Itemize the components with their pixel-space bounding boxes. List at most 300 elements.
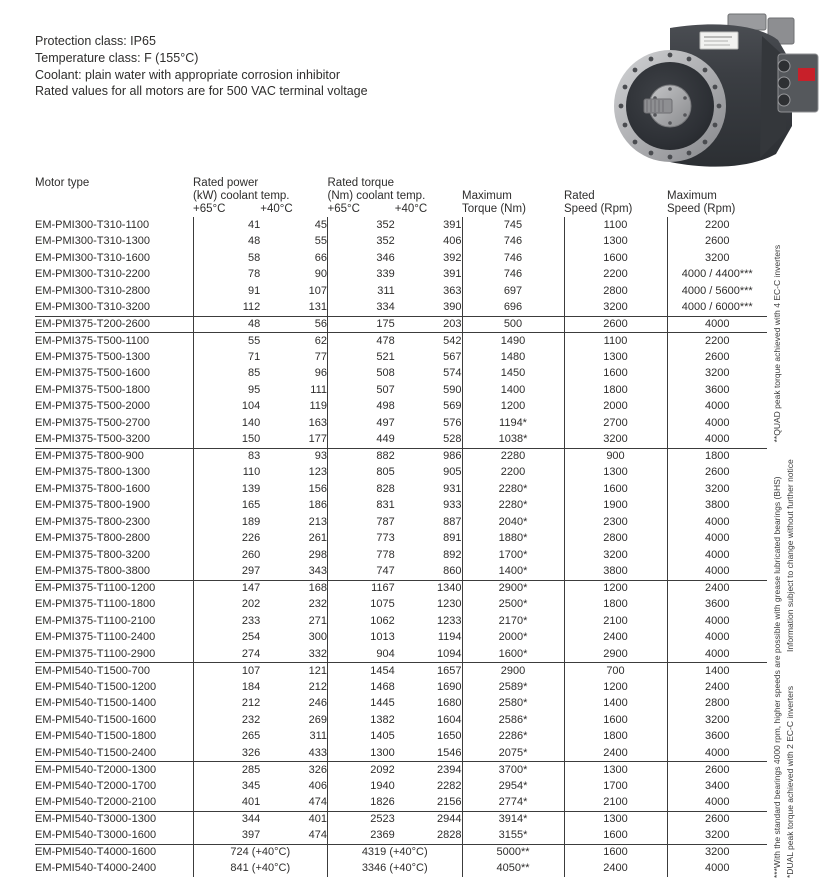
value-cell: 1062 [328, 613, 395, 630]
value-cell: 1100 [564, 217, 667, 234]
motor-connector-1 [778, 60, 790, 72]
value-cell: 3200 [564, 300, 667, 317]
value-cell: 933 [443, 499, 462, 512]
motor-type-cell: EM-PMI375-T1100-2900 [35, 647, 156, 660]
table-row [35, 514, 767, 531]
value-cell: 2828 [437, 829, 462, 841]
value-cell: 150 [193, 432, 260, 449]
value-cell: 332 [308, 647, 327, 660]
header-power-40c: +40°C [260, 203, 293, 215]
value-cell: 298 [308, 548, 327, 561]
value-cell: 2280 [462, 448, 564, 465]
value-cell: 1405 [328, 729, 395, 746]
header-rated-torque: Rated torque [327, 177, 394, 189]
value-cell: 213 [308, 515, 327, 528]
value-cell: 2075* [462, 745, 564, 762]
value-cell: 1800 [667, 448, 767, 465]
value-cell: 1300 [328, 745, 395, 762]
table-row [35, 217, 767, 234]
value-cell: 48 [193, 316, 260, 333]
motor-type-cell: EM-PMI375-T1100-1800 [35, 598, 156, 611]
value-cell: 1400 [462, 382, 564, 399]
footnotes [771, 244, 797, 878]
value-cell: 121 [260, 663, 327, 680]
value-cell: 95 [193, 382, 260, 399]
value-cell: 500 [462, 316, 564, 333]
header-maximum-torque-line1: Maximum [462, 190, 512, 202]
motor-type-cell: EM-PMI540-T4000-1600 [35, 844, 193, 861]
value-cell: 3200 [667, 712, 767, 729]
value-cell: 2100 [564, 795, 667, 812]
value-cell: 1880* [462, 531, 564, 548]
value-cell: 2300 [564, 514, 667, 531]
value-cell: 352 [328, 234, 395, 251]
value-cell: 297 [193, 564, 260, 581]
value-cell: 1200 [564, 679, 667, 696]
value-cell: 2589* [462, 679, 564, 696]
value-cell: 507 [328, 382, 395, 399]
value-cell: 391 [443, 218, 462, 231]
value-cell: 805 [328, 465, 395, 482]
header-maximum-speed-line1: Maximum [667, 190, 717, 202]
value-cell: 4000 [667, 646, 767, 663]
value-cell: 831 [328, 498, 395, 515]
table-row [35, 250, 767, 267]
value-cell: 4000 [667, 861, 767, 878]
value-cell: 397 [193, 828, 260, 845]
value-cell: 696 [462, 300, 564, 317]
motor-table-body [35, 217, 767, 877]
value-cell: 1490 [462, 333, 564, 350]
value-cell: 4000 [667, 514, 767, 531]
value-cell: 168 [260, 580, 327, 597]
value-cell: 1075 [328, 597, 395, 614]
value-cell: 4000 [667, 795, 767, 812]
info-line-rated-values: Rated values for all motors are for 500 VAC terminal voltage [35, 84, 368, 99]
value-cell: 2954* [462, 778, 564, 795]
table-row [35, 844, 767, 861]
motor-type-cell: EM-PMI375-T800-2300 [35, 515, 150, 528]
value-cell: 697 [462, 283, 564, 300]
value-cell: 1600 [564, 366, 667, 383]
value-cell: 1400 [564, 696, 667, 713]
value-cell: 1600 [564, 481, 667, 498]
value-cell: 887 [443, 515, 462, 528]
value-cell: 2040* [462, 514, 564, 531]
info-block [35, 33, 368, 100]
value-cell: 123 [308, 466, 327, 479]
table-row [35, 679, 767, 696]
motor-type-cell: EM-PMI300-T310-2800 [35, 284, 150, 297]
table-row [35, 828, 767, 845]
value-cell: 700 [564, 663, 667, 680]
table-row [35, 415, 767, 432]
motor-type-cell: EM-PMI540-T1500-700 [35, 663, 193, 680]
value-cell: 2156 [437, 796, 462, 808]
value-cell: 55 [193, 333, 260, 350]
value-cell: 3200 [667, 828, 767, 845]
table-row [35, 580, 767, 597]
value-cell: 3200 [564, 547, 667, 564]
value-cell: 177 [308, 433, 327, 445]
table-row [35, 448, 767, 465]
value-cell: 4000 / 6000*** [667, 300, 767, 317]
motor-type-cell: EM-PMI375-T500-1300 [35, 350, 150, 363]
value-cell: 107 [193, 663, 260, 680]
value-cell: 1700 [564, 778, 667, 795]
value-cell: 93 [260, 448, 327, 465]
value-cell: 1826 [328, 795, 395, 812]
value-cell: 339 [328, 267, 395, 284]
table-row [35, 762, 767, 779]
value-cell: 449 [328, 432, 395, 449]
motor-type-cell: EM-PMI375-T1100-1200 [35, 580, 193, 597]
motor-connector-2 [778, 77, 790, 89]
table-row [35, 366, 767, 383]
table-row [35, 481, 767, 498]
value-cell: 2580* [462, 696, 564, 713]
table-row [35, 465, 767, 482]
value-cell: 746 [462, 250, 564, 267]
table-row [35, 696, 767, 713]
value-cell: 4000 [667, 316, 767, 333]
value-cell: 3200 [667, 481, 767, 498]
value-cell: 311 [309, 730, 327, 743]
value-cell: 433 [308, 746, 327, 759]
value-cell: 787 [328, 514, 395, 531]
value-cell: 226 [193, 531, 260, 548]
table-row [35, 399, 767, 416]
value-cell: 91 [193, 283, 260, 300]
header-maximum-torque-line2: Torque (Nm) [462, 203, 526, 215]
value-cell: 1094 [437, 647, 462, 660]
value-cell: 107 [308, 284, 327, 297]
value-cell: 1650 [437, 730, 462, 743]
value-cell: 724 (+40°C) [193, 844, 328, 861]
value-cell: 4000 [667, 432, 767, 449]
value-cell: 2280* [462, 498, 564, 515]
value-cell: 90 [314, 268, 327, 281]
value-cell: 2600 [564, 316, 667, 333]
value-cell: 747 [328, 564, 395, 581]
value-cell: 274 [193, 646, 260, 663]
value-cell: 3400 [667, 778, 767, 795]
value-cell: 1800 [564, 729, 667, 746]
value-cell: 4000 [667, 531, 767, 548]
value-cell: 254 [193, 630, 260, 647]
value-cell: 392 [443, 251, 462, 264]
value-cell: 2944 [395, 811, 462, 828]
value-cell: 1300 [564, 762, 667, 779]
motor-shaft [644, 99, 672, 113]
value-cell: 3600 [667, 382, 767, 399]
value-cell: 2200 [667, 333, 767, 350]
header-maximum-speed-line2: Speed (Rpm) [667, 203, 736, 215]
value-cell: 184 [193, 679, 260, 696]
value-cell: 111 [310, 383, 327, 396]
value-cell: 497 [328, 415, 395, 432]
value-cell: 1167 [328, 580, 395, 597]
value-cell: 567 [443, 350, 462, 363]
motor-photo-svg [600, 6, 822, 176]
value-cell: 165 [193, 498, 260, 515]
value-cell: 1657 [395, 663, 462, 680]
value-cell: 269 [308, 713, 327, 726]
value-cell: 2200 [462, 465, 564, 482]
table-row [35, 811, 767, 828]
value-cell: 2282 [437, 779, 462, 792]
value-cell: 2200 [667, 217, 767, 234]
value-cell: 2170* [462, 613, 564, 630]
value-cell: 346 [328, 250, 395, 267]
value-cell: 2400 [667, 679, 767, 696]
value-cell: 2600 [667, 234, 767, 251]
value-cell: 986 [395, 448, 462, 465]
value-cell: 1200 [564, 580, 667, 597]
value-cell: 140 [193, 415, 260, 432]
table-row [35, 333, 767, 350]
motor-type-cell: EM-PMI540-T1500-1400 [35, 697, 157, 710]
value-cell: 2000* [462, 630, 564, 647]
footnote-information-subject: Information subject to change without further notice [785, 459, 795, 653]
table-row [35, 316, 767, 333]
value-cell: 311 [328, 283, 395, 300]
value-cell: 1680 [437, 697, 462, 710]
value-cell: 3700* [462, 762, 564, 779]
value-cell: 1480 [462, 349, 564, 366]
motor-type-cell: EM-PMI300-T310-2200 [35, 268, 150, 281]
motor-type-cell: EM-PMI375-T500-3200 [35, 433, 150, 445]
value-cell: 156 [308, 482, 327, 495]
value-cell: 1300 [564, 234, 667, 251]
value-cell: 478 [328, 333, 395, 350]
value-cell: 4000 [667, 564, 767, 581]
table-row [35, 663, 767, 680]
value-cell: 904 [328, 646, 395, 663]
value-cell: 574 [443, 367, 462, 380]
motor-type-cell: EM-PMI300-T310-3200 [35, 301, 150, 313]
value-cell: 300 [308, 631, 327, 644]
value-cell: 58 [193, 250, 260, 267]
value-cell: 3200 [667, 844, 767, 861]
motor-type-cell: EM-PMI540-T1500-2400 [35, 746, 157, 759]
motor-type-cell: EM-PMI375-T200-2600 [35, 316, 193, 333]
value-cell: 2523 [328, 811, 395, 828]
value-cell: 246 [308, 697, 327, 710]
value-cell: 119 [309, 400, 327, 413]
motor-type-cell: EM-PMI375-T500-1100 [35, 333, 193, 350]
table-row [35, 613, 767, 630]
value-cell: 1690 [437, 680, 462, 693]
motor-type-cell: EM-PMI375-T1100-2100 [35, 614, 156, 627]
value-cell: 352 [328, 217, 395, 234]
value-cell: 1546 [437, 746, 462, 759]
value-cell: 1230 [437, 598, 462, 611]
value-cell: 1013 [328, 630, 395, 647]
value-cell: 285 [193, 762, 260, 779]
motor-type-cell: EM-PMI540-T2000-2100 [35, 796, 157, 808]
header-rated-speed-line1: Rated [564, 190, 595, 202]
value-cell: 334 [328, 300, 395, 317]
value-cell: 569 [443, 400, 462, 413]
value-cell: 521 [328, 349, 395, 366]
value-cell: 78 [193, 267, 260, 284]
value-cell: 261 [308, 532, 327, 545]
value-cell: 2286* [462, 729, 564, 746]
motor-type-cell: EM-PMI300-T310-1100 [35, 218, 150, 231]
value-cell: 3800 [564, 564, 667, 581]
value-cell: 233 [193, 613, 260, 630]
value-cell: 3914* [462, 811, 564, 828]
header-power-65c: +65°C [193, 203, 226, 215]
motor-type-cell: EM-PMI540-T1500-1200 [35, 680, 157, 693]
value-cell: 2000 [564, 399, 667, 416]
motor-type-cell: EM-PMI375-T800-1600 [35, 482, 150, 495]
table-row [35, 597, 767, 614]
motor-spec-table [35, 176, 767, 877]
table-row [35, 646, 767, 663]
value-cell: 2394 [395, 762, 462, 779]
motor-type-cell: EM-PMI375-T500-1800 [35, 383, 150, 396]
value-cell: 271 [308, 614, 327, 627]
value-cell: 2500* [462, 597, 564, 614]
value-cell: 62 [260, 333, 327, 350]
motor-type-cell: EM-PMI300-T310-1300 [35, 235, 150, 248]
value-cell: 900 [564, 448, 667, 465]
header-rated-speed-line2: Speed (Rpm) [564, 203, 633, 215]
value-cell: 71 [193, 349, 260, 366]
motor-type-cell: EM-PMI540-T2000-1700 [35, 779, 157, 792]
value-cell: 2100 [564, 613, 667, 630]
table-row [35, 234, 767, 251]
value-cell: 1800 [564, 382, 667, 399]
table-row [35, 382, 767, 399]
value-cell: 778 [328, 547, 395, 564]
value-cell: 1600 [564, 250, 667, 267]
value-cell: 860 [443, 565, 462, 577]
value-cell: 773 [328, 531, 395, 548]
table-row [35, 547, 767, 564]
value-cell: 1233 [437, 614, 462, 627]
value-cell: 3200 [564, 432, 667, 449]
table-row [35, 712, 767, 729]
footnote-standard-bearings: ***With the standard bearings 4000 rpm, higher speeds are possible with grease lubricated bearings (BHS) [772, 476, 782, 878]
value-cell: 4050** [462, 861, 564, 878]
value-cell: 104 [193, 399, 260, 416]
value-cell: 474 [308, 829, 327, 841]
value-cell: 1300 [564, 811, 667, 828]
footnote-dual-peak-torque: *DUAL peak torque achieved with 2 EC-C inverters [785, 686, 795, 878]
value-cell: 2092 [328, 762, 395, 779]
value-cell: 390 [443, 301, 462, 313]
value-cell: 1604 [437, 713, 462, 726]
value-cell: 2900 [564, 646, 667, 663]
value-cell: 1200 [462, 399, 564, 416]
value-cell: 4000 / 5600*** [667, 283, 767, 300]
value-cell: 1454 [328, 663, 395, 680]
value-cell: 576 [443, 416, 462, 429]
value-cell: 4000 [667, 547, 767, 564]
value-cell: 1400* [462, 564, 564, 581]
motor-type-cell: EM-PMI540-T2000-1300 [35, 762, 193, 779]
value-cell: 2600 [667, 465, 767, 482]
value-cell: 905 [443, 466, 462, 479]
table-row [35, 498, 767, 515]
footnote-line-1 [771, 244, 784, 878]
table-row [35, 729, 767, 746]
value-cell: 1038* [462, 432, 564, 449]
value-cell: 2800 [667, 696, 767, 713]
value-cell: 1600 [564, 844, 667, 861]
value-cell: 4000 [667, 399, 767, 416]
value-cell: 1445 [328, 696, 395, 713]
value-cell: 83 [193, 448, 260, 465]
table-row [35, 531, 767, 548]
motor-type-cell: EM-PMI375-T500-2700 [35, 416, 150, 429]
motor-type-cell: EM-PMI300-T310-1600 [35, 251, 150, 264]
value-cell: 841 (+40°C) [193, 861, 328, 878]
value-cell: 147 [193, 580, 260, 597]
value-cell: 139 [193, 481, 260, 498]
footnote-quad-peak-torque: **QUAD peak torque achieved with 4 EC-C inverters [772, 244, 782, 443]
table-row [35, 267, 767, 284]
value-cell: 4000 [667, 745, 767, 762]
table-row [35, 630, 767, 647]
motor-type-cell: EM-PMI540-T1500-1800 [35, 730, 157, 743]
header-torque-40c: +40°C [394, 203, 428, 215]
value-cell: 401 [260, 811, 327, 828]
value-cell: 4000 / 4400*** [667, 267, 767, 284]
value-cell: 265 [193, 729, 260, 746]
motor-type-cell: EM-PMI540-T3000-1300 [35, 811, 193, 828]
info-line-temperature-class: Temperature class: F (155°C) [35, 50, 199, 65]
value-cell: 2800 [564, 531, 667, 548]
value-cell: 343 [308, 565, 327, 577]
table-row [35, 861, 767, 878]
motor-type-cell: EM-PMI375-T800-2800 [35, 532, 150, 545]
value-cell: 828 [328, 481, 395, 498]
value-cell: 131 [308, 301, 327, 313]
value-cell: 2280* [462, 481, 564, 498]
value-cell: 363 [443, 284, 462, 297]
value-cell: 1194 [437, 631, 462, 644]
value-cell: 5000** [462, 844, 564, 861]
table-row [35, 564, 767, 581]
header-torque-65c: +65°C [327, 203, 360, 215]
table-row [35, 745, 767, 762]
value-cell: 344 [193, 811, 260, 828]
value-cell: 1100 [564, 333, 667, 350]
value-cell: 189 [193, 514, 260, 531]
value-cell: 2700 [564, 415, 667, 432]
value-cell: 892 [443, 548, 462, 561]
value-cell: 931 [443, 482, 462, 495]
value-cell: 232 [193, 712, 260, 729]
value-cell: 406 [443, 235, 462, 248]
value-cell: 406 [308, 779, 327, 792]
value-cell: 1340 [395, 580, 462, 597]
value-cell: 1468 [328, 679, 395, 696]
header-rated-power: Rated power [193, 177, 259, 189]
value-cell: 41 [193, 217, 260, 234]
value-cell: 3800 [667, 498, 767, 515]
value-cell: 4000 [667, 613, 767, 630]
value-cell: 882 [328, 448, 395, 465]
value-cell: 3346 (+40°C) [328, 861, 463, 878]
value-cell: 2400 [564, 745, 667, 762]
table-row [35, 778, 767, 795]
header-power-coolant-temp: (kW) coolant temp. [193, 190, 290, 202]
